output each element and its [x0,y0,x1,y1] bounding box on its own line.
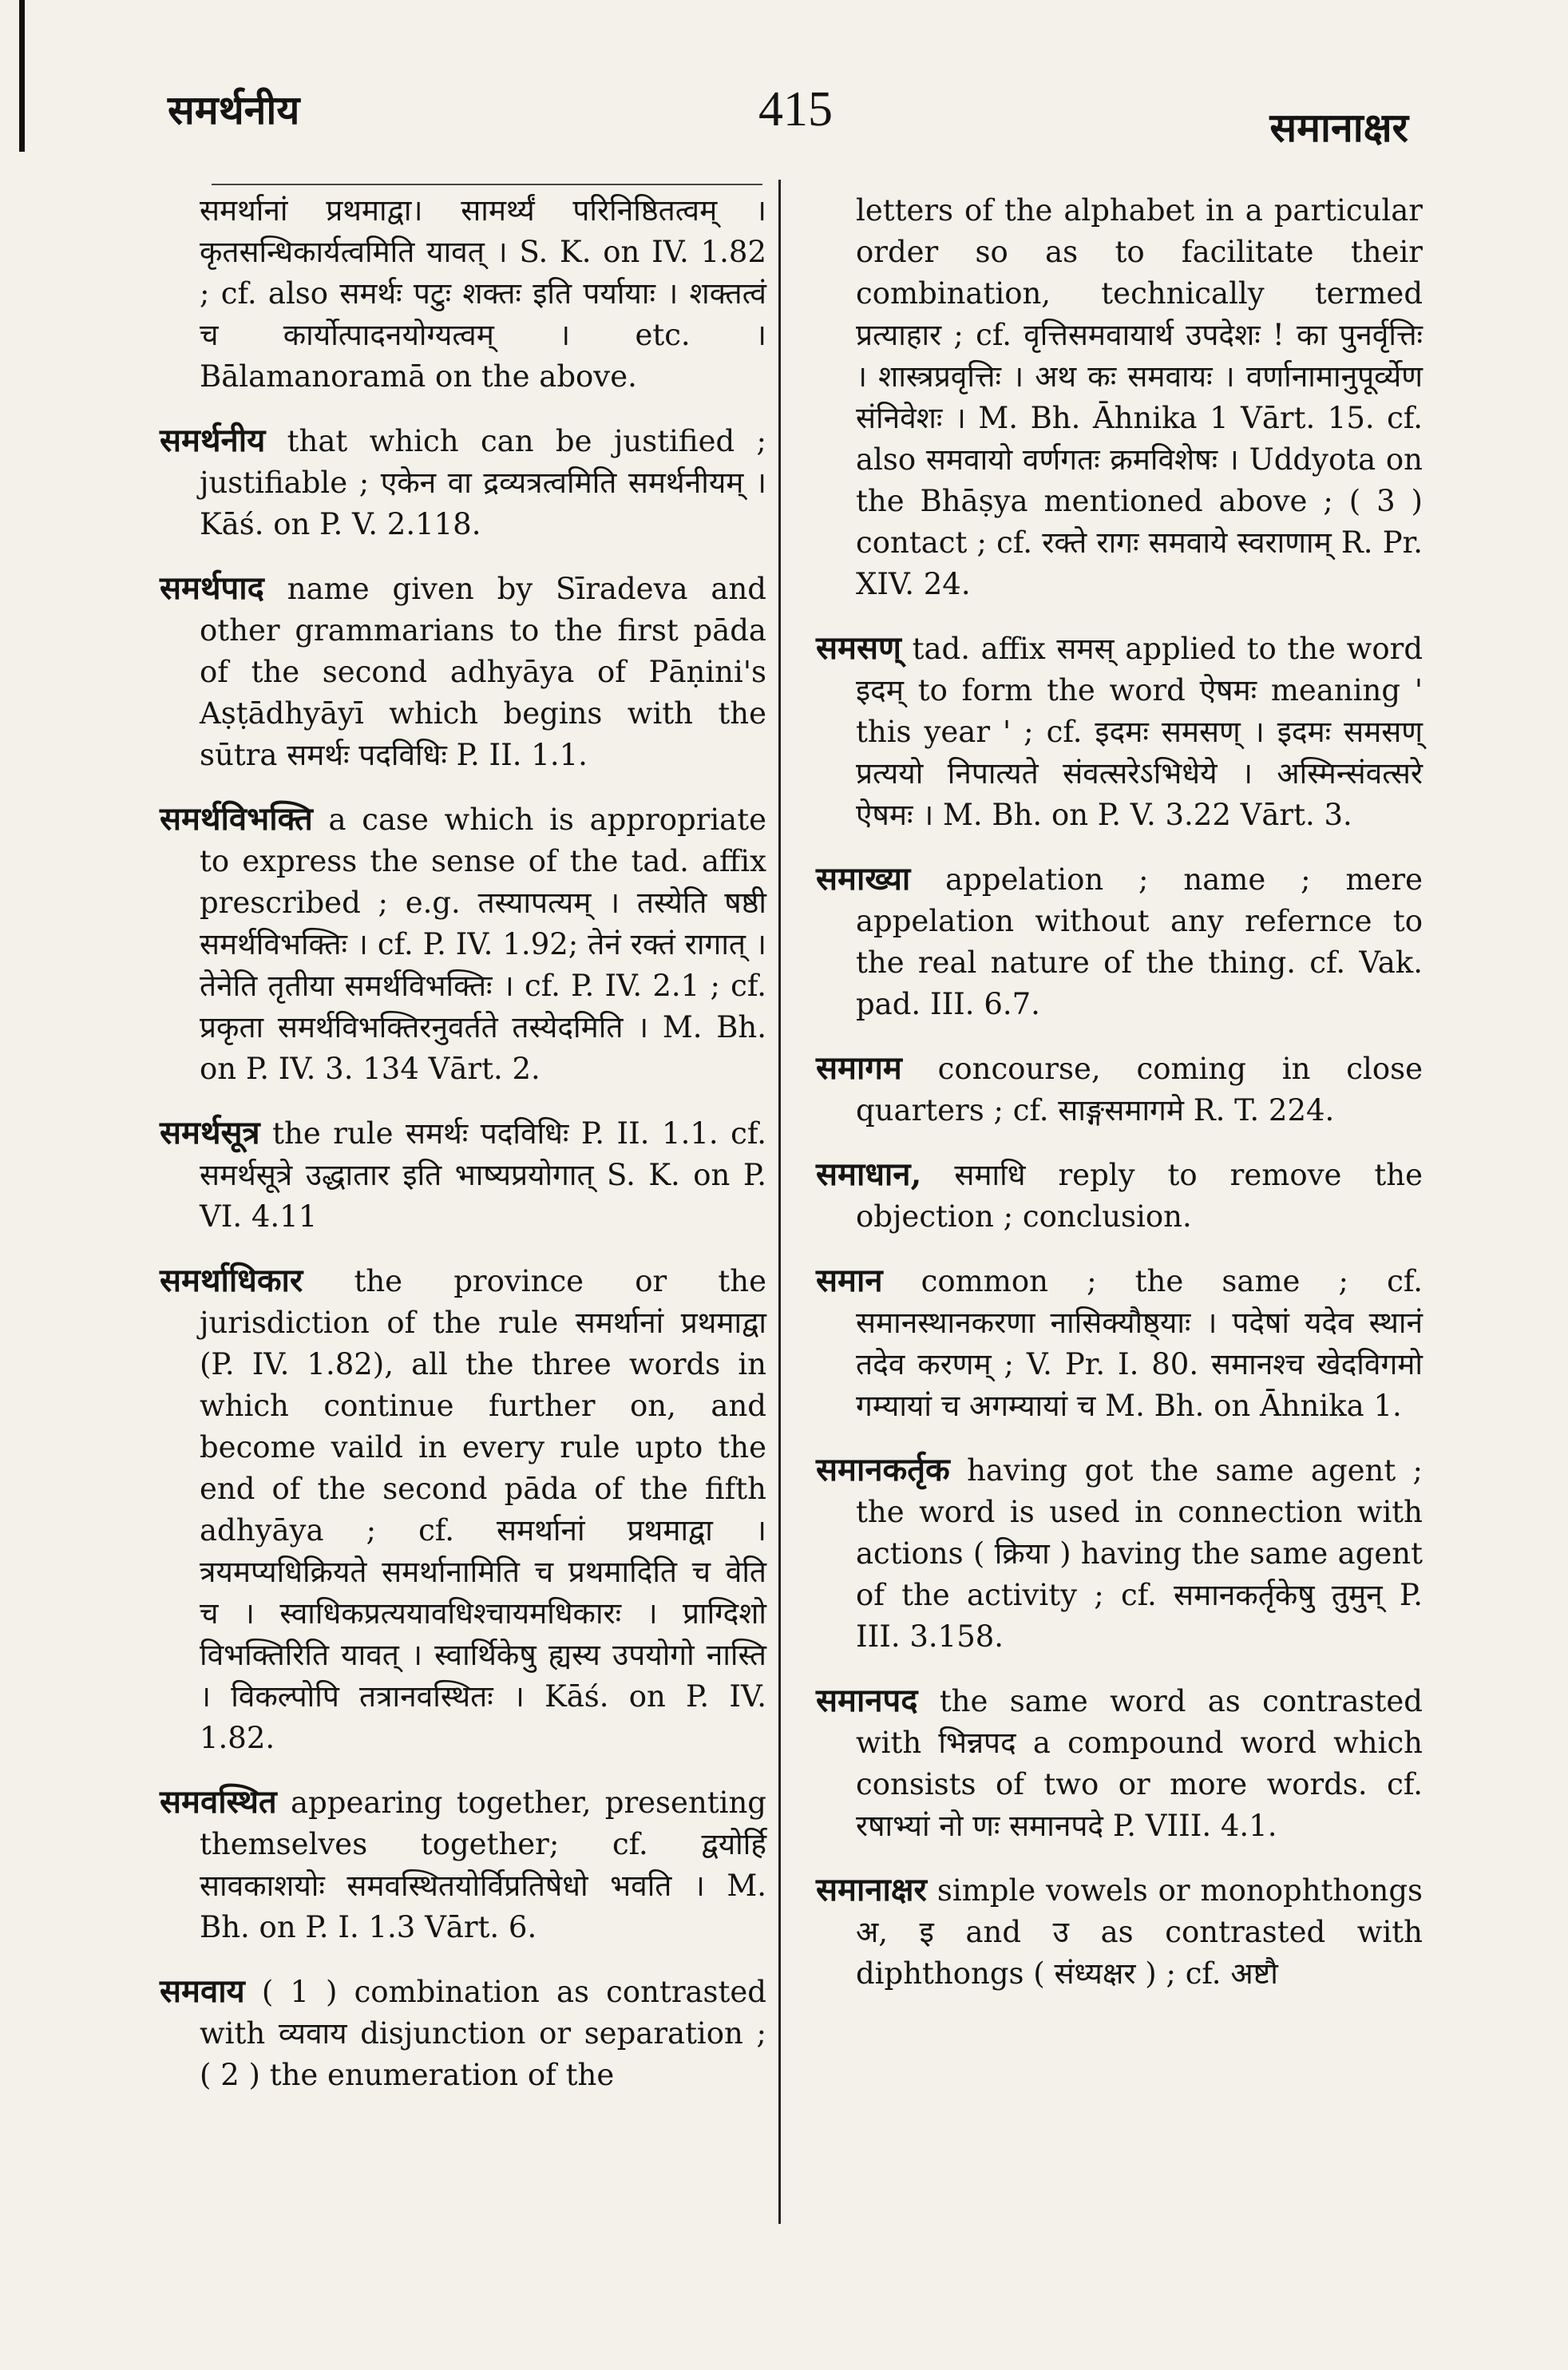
headword: समर्थसूत्र [160,1114,260,1151]
entry-text: appearing together, presenting themselves together; cf. द्वयोर्हि सावकाशयोः समवस्थितयोर्विप्रतिषेधो भवति । M. Bh. on P. I. 1.3 Vārt. 6. [200,1785,766,1944]
header-left-word: समर्थनीय [168,86,300,133]
entry-text: appelation ; name ; mere appelation without any refernce to the real nature of the thing. cf. Vak. pad. III. 6.7. [856,862,1423,1021]
headword: समर्थविभक्ति [160,800,313,838]
entry [816,1048,1423,1131]
headword: समाधान, [816,1155,922,1193]
entry [160,1781,766,1948]
entry [816,628,1423,836]
entry [160,420,766,545]
column-divider [778,180,781,2224]
entry [816,1680,1423,1847]
entry [160,1112,766,1238]
entry-text: simple vowels or monophthongs अ, इ and उ as contrasted with diphthongs ( संध्यक्षर ) ; cf. अष्टौ [856,1873,1423,1991]
entry-text: समर्थानां प्रथमाद्वा। सामर्थ्यं परिनिष्ठितत्वम् । कृतसन्धिकार्यत्वमिति यावत् । S. K. on IV. 1.82 ; cf. also समर्थः पटुः शक्तः इति पर्यायाः । शक्तत्वं च कार्योत्पादनयोग्यत्वम् । etc. । Bālamanoramā on the above. [200,193,766,394]
entry-text: ( 1 ) combination as contrasted with व्यवाय disjunction or separation ; ( 2 ) the enumeration of the [200,1975,766,2092]
entry-text: the rule समर्थः पदविधिः P. II. 1.1. cf. समर्थसूत्रे उद्धातार इति भाष्यप्रयोगात् S. K. on P. VI. 4.11 [200,1116,767,1234]
left-column [160,190,766,2118]
entry [160,799,766,1090]
entry-continuation [160,190,766,398]
headword: समर्थाधिकार [160,1262,303,1299]
entry-text: that which can be justified ; justifiable ; एकेन वा द्रव्यत्रत्वमिति समर्थनीयम् । Kāś. on P. V. 2.118. [200,424,766,541]
page-number: 415 [758,82,833,137]
entry [160,1971,766,2096]
entry-text: समाधि reply to remove the objection ; conclusion. [856,1158,1423,1234]
entry-text: concourse, coming in close quarters ; cf. साङ्गसमागमे R. T. 224. [856,1052,1423,1128]
headword: समानपद [816,1682,918,1719]
entry [816,1869,1423,1995]
headword: समानकर्तृक [816,1451,950,1488]
entry-text: tad. affix समस् applied to the word इदम् to form the word ऐषमः meaning ' this year ' ; cf. इदमः समसण् । इदमः समसण् प्रत्ययो निपात्यते संवत्सरेऽभिधेये । अस्मिन्संवत्सरे ऐषमः । M. Bh. on P. V. 3.22 Vārt. 3. [856,632,1423,832]
headword: समाख्या [816,860,911,898]
running-header [0,70,1568,150]
top-rule [212,184,762,185]
headword: समान [816,1262,883,1299]
headword: समवस्थित [160,1783,277,1821]
entry-text: common ; the same ; cf. समानस्थानकरणा नासिक्यौष्ठ्याः । पदेषां यदेव स्थानं तदेव करणम् ; V. Pr. I. 80. समानश्च खेदविगमो गम्यायां च अगम्यायां च M. Bh. on Āhnika 1. [856,1264,1423,1423]
entry [816,1260,1423,1427]
entry-text: name given by Sīradeva and other grammarians to the first pāda of the second adhyāya of Pāṇini's Aṣṭādhyāyī which begins with the sūtra समर्थः पदविधिः P. II. 1.1. [200,572,766,772]
headword: समानाक्षर [816,1871,927,1908]
headword: समर्थनीय [160,422,266,459]
entry [816,1154,1423,1238]
headword: समसण् [816,629,901,667]
right-column [816,190,1423,2017]
entry-text: the province or the jurisdiction of the rule समर्थानां प्रथमाद्वा (P. IV. 1.82), all the three words in which continue further on, and become vaild in every rule upto the end of the second pāda of the fifth adhyāya ; cf. समर्थानां प्रथमाद्वा । त्रयमप्यधिक्रियते समर्थानामिति च प्रथमादिति च वेति च । स्वाधिकप्रत्ययावधिश्चायमधिकारः । प्राग्दिशो विभक्तिरिति यावत् । स्वार्थिकेषु ह्यस्य उपयोगो नास्ति । विकल्पोपि तत्रानवस्थितः । Kāś. on P. IV. 1.82. [200,1264,766,1755]
entry [816,1449,1423,1658]
headword: समर्थपाद [160,569,264,607]
entry-text: a case which is appropriate to express the sense of the tad. affix prescribed ; e.g. तस्यापत्यम् । तस्येति षष्ठी समर्थविभक्तिः । cf. P. IV. 1.92; तेनं रक्तं रागात् । तेनेति तृतीया समर्थविभक्तिः । cf. P. IV. 2.1 ; cf. प्रकृता समर्थविभक्तिरनुवर्तते तस्येदमिति । M. Bh. on P. IV. 3. 134 Vārt. 2. [200,803,767,1086]
entry-text: having got the same agent ; the word is used in connection with actions ( क्रिया ) having the same agent of the activity ; cf. समानकर्तृकेषु तुमुन् P. III. 3.158. [856,1453,1423,1654]
headword: समवाय [160,1972,245,2010]
header-right-word: समानाक्षर [1269,104,1408,151]
entry [160,568,766,776]
entry-text: letters of the alphabet in a particular order so as to facilitate their combination, technically termed प्रत्याहार ; cf. वृत्तिसमवायार्थ उपदेशः ! का पुनर्वृत्तिः । शास्त्रप्रवृत्तिः । अथ कः समवायः । वर्णानामानुपूर्व्येण संनिवेशः । M. Bh. Āhnika 1 Vārt. 15. cf. also समवायो वर्णगतः क्रमविशेषः । Uddyota on the Bhāṣya mentioned above ; ( 3 ) contact ; cf. रक्ते रागः समवाये स्वराणाम् R. Pr. XIV. 24. [856,193,1423,601]
entry-text: the same word as contrasted with भिन्नपद a compound word which consists of two or more words. cf. रषाभ्यां नो णः समानपदे P. VIII. 4.1. [856,1684,1423,1843]
entry [160,1260,766,1759]
entry [816,858,1423,1025]
headword: समागम [816,1049,902,1087]
entry-continuation [816,190,1423,605]
